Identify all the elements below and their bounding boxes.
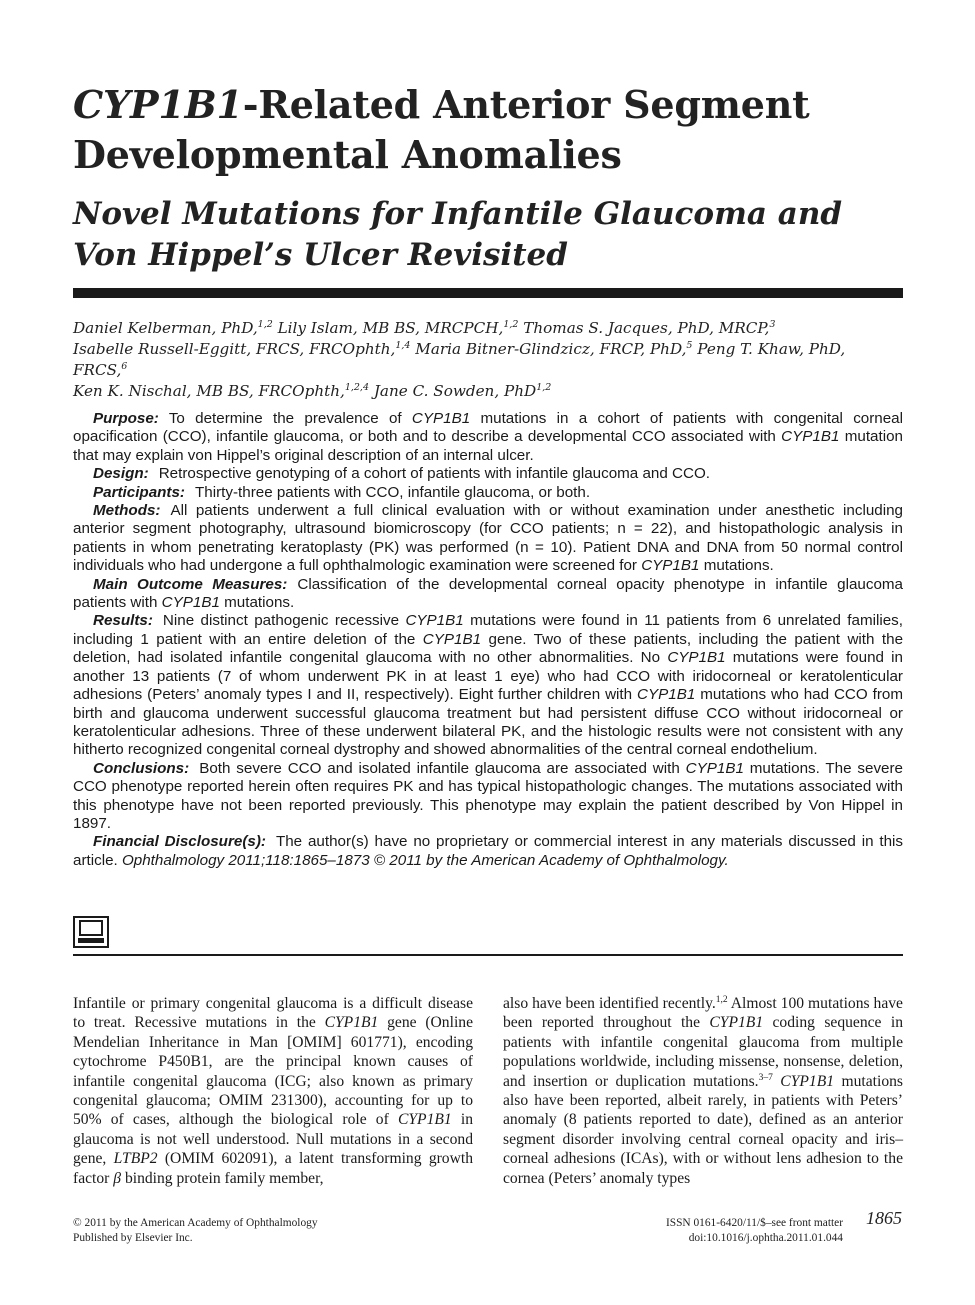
body-text: (OMIM 602091), a latent transforming growth factor bbox=[73, 1150, 473, 1187]
gene-name: CYP1B1 bbox=[405, 612, 464, 630]
page-number: 1865 bbox=[866, 1208, 902, 1228]
title-divider bbox=[73, 288, 903, 298]
author-affiliation: 1,2,4 bbox=[344, 382, 369, 393]
abstract-methods bbox=[73, 502, 903, 576]
author-name: Ken K. Nischal, MB BS, FRCOphth, bbox=[73, 382, 345, 400]
gene-name: CYP1B1 bbox=[667, 649, 726, 667]
participants-text: Thirty-three patients with CCO, infantile glaucoma, or both. bbox=[195, 483, 591, 501]
purpose-text: mutation that may explain von Hippel’s original description of an internal ulcer. bbox=[73, 428, 903, 464]
author-name: Daniel Kelberman, PhD, bbox=[73, 319, 258, 337]
gene-name: CYP1B1 bbox=[685, 759, 744, 777]
abstract bbox=[73, 410, 903, 870]
reference-superscript[interactable]: 3–7 bbox=[758, 1072, 773, 1083]
author-name: Lily Islam, MB BS, MRCPCH, bbox=[277, 319, 504, 337]
abstract-participants bbox=[73, 484, 903, 502]
abstract-purpose bbox=[73, 410, 903, 465]
participants-label: Participants: bbox=[93, 483, 185, 501]
results-text: mutations were found in 11 patients from 6 unrelated families, including 1 patient with an entire deletion of the bbox=[73, 612, 903, 648]
author-affiliation: 3 bbox=[769, 319, 776, 330]
gene-name: LTBP2 bbox=[113, 1150, 158, 1168]
reference-superscript[interactable]: 1,2 bbox=[715, 995, 728, 1005]
gene-name: CYP1B1 bbox=[411, 410, 471, 427]
results-text: mutations who had CCO from birth and glaucoma underwent successful glaucoma treatment but had persistent diffuse CCO without iridocorneal or keratolenticular adhesions. Three of these underwent bilateral PK, and the histologic results were not consistent with any hitherto recognized congenital corneal dystrophy and showed abnormalities of the central corneal endothelium. bbox=[73, 686, 903, 759]
gene-name: CYP1B1 bbox=[709, 1014, 764, 1032]
body-text: in glaucoma is not well understood. Null mutations in a second gene, bbox=[73, 1111, 473, 1168]
methods-label: Methods: bbox=[93, 502, 161, 520]
body-column-left bbox=[73, 994, 473, 1188]
author-affiliation: 1,2 bbox=[536, 382, 552, 393]
author-affiliation: 6 bbox=[121, 361, 128, 372]
gene-name: CYP1B1 bbox=[324, 1014, 379, 1032]
body-text: also have been identified recently. bbox=[503, 995, 716, 1012]
abstract-outcome bbox=[73, 576, 903, 613]
author-name: Thomas S. Jacques, PhD, MRCP, bbox=[523, 319, 770, 337]
footer-right bbox=[503, 1216, 843, 1246]
design-text: Retrospective genotyping of a cohort of patients with infantile glaucoma and CCO. bbox=[158, 465, 710, 483]
body-text: Almost 100 mutations have been reported throughout the bbox=[503, 995, 903, 1032]
abstract-design bbox=[73, 465, 903, 483]
doi-line: doi:10.1016/j.ophtha.2011.01.044 bbox=[688, 1232, 843, 1244]
outcome-text: Classification of the developmental corneal opacity phenotype in infantile glaucoma patients with bbox=[73, 575, 903, 612]
results-text: gene. Two of these patients, including the patient with the deletion, had isolated infantile congenital glaucoma with no other abnormalities. No bbox=[73, 630, 904, 667]
abstract-divider bbox=[73, 954, 903, 956]
author-affiliation: 5 bbox=[686, 340, 693, 351]
journal-citation: Ophthalmology 2011;118:1865–1873 © 2011 by the American Academy of Ophthalmology. bbox=[121, 851, 729, 869]
conclusions-text: mutations. The severe CCO phenotype reported herein often requires PK and has typical histopathologic changes. The mutations associated with this phenotype have not been reported previously. This phenotype may explain the patient described by Von Hippel in 1897. bbox=[73, 759, 903, 832]
purpose-label: Purpose: bbox=[93, 410, 159, 427]
results-label: Results: bbox=[93, 612, 153, 630]
disclosure-label: Financial Disclosure(s): bbox=[93, 833, 266, 851]
author-name: Maria Bitner-Glindzicz, FRCP, PhD, bbox=[415, 340, 687, 358]
disclosure-text: The author(s) have no proprietary or commercial interest in any materials discussed in this article. bbox=[73, 833, 904, 869]
footer-left bbox=[73, 1216, 433, 1246]
article-title bbox=[73, 80, 913, 180]
author-affiliation: 1,2 bbox=[503, 319, 519, 330]
methods-text: mutations. bbox=[699, 557, 774, 575]
beta-symbol: β bbox=[113, 1169, 122, 1187]
article-subtitle: Novel Mutations for Infantile Glaucoma and Von Hippel’s Ulcer Revisited bbox=[73, 196, 843, 273]
gene-name: CYP1B1 bbox=[637, 686, 696, 704]
publisher-line: Published by Elsevier Inc. bbox=[73, 1232, 193, 1244]
gene-name: CYP1B1 bbox=[781, 428, 840, 446]
results-text: Nine distinct pathogenic recessive bbox=[162, 612, 406, 630]
body-text: coding sequence in patients with infantile congenital glaucoma from multiple populations worldwide, including missense, nonsense, deletion, and insertion or duplication mutations. bbox=[503, 1014, 903, 1090]
gene-name: CYP1B1 bbox=[161, 594, 220, 612]
computer-icon bbox=[73, 916, 109, 948]
body-text: mutations also have been reported, albeit rarely, in patients with Peters’ anomaly (8 patients reported to date), defined as an anterior segment disorder involving central corneal opacity and iris–corneal adhesions (ICAs), with or without lens adhesion to the cornea (Peters’ anomaly types bbox=[503, 1072, 904, 1187]
gene-name: CYP1B1 bbox=[641, 557, 700, 575]
outcome-text: mutations. bbox=[219, 594, 295, 612]
copyright-line: © 2011 by the American Academy of Ophthalmology bbox=[73, 1217, 318, 1229]
purpose-text: To determine the prevalence of bbox=[168, 410, 412, 427]
gene-name: CYP1B1 bbox=[780, 1072, 835, 1090]
title-rest: -Related Anterior Segment Developmental Anomalies bbox=[73, 82, 810, 177]
author-name: Isabelle Russell-Eggitt, FRCS, FRCOphth, bbox=[73, 340, 396, 358]
author-affiliation: 1,4 bbox=[395, 340, 411, 351]
methods-text: All patients underwent a full clinical evaluation with or without examination under anesthetic including anterior segment photography, ultrasound biomicroscopy (for CCO patients; n = 22), and histopathologic analysis in patients in whom penetrating keratoplasty (PK) was performed (n = 10). Patient DNA and DNA from 50 normal control individuals who had undergone a full ophthalmologic examination were screened for bbox=[73, 502, 903, 575]
author-name: Jane C. Sowden, PhD bbox=[373, 382, 537, 400]
author-name: Peng T. Khaw, PhD, FRCS, bbox=[73, 340, 846, 379]
abstract-disclosure bbox=[73, 833, 903, 870]
purpose-text: mutations in a cohort of patients with congenital corneal opacification (CCO), infantile glaucoma, or both and to describe a developmental CCO associated with bbox=[73, 410, 903, 446]
gene-name: CYP1B1 bbox=[397, 1111, 452, 1129]
body-column-right bbox=[503, 994, 903, 1188]
conclusions-label: Conclusions: bbox=[93, 759, 190, 777]
design-label: Design: bbox=[93, 465, 149, 483]
outcome-label: Main Outcome Measures: bbox=[93, 575, 288, 593]
author-affiliation: 1,2 bbox=[257, 319, 273, 330]
body-text: Infantile or primary congenital glaucoma is a difficult disease to treat. Recessive mutations in the bbox=[73, 995, 473, 1032]
title-gene: CYP1B1 bbox=[73, 82, 243, 127]
issn-line: ISSN 0161-6420/11/$–see front matter bbox=[665, 1217, 843, 1229]
results-text: mutations were found in another 13 patients (7 of whom underwent PK in at least 1 eye) who had CCO with iridocorneal or keratolenticular adhesions (Peters’ anomaly types I and II, respectively). Eight further children with bbox=[73, 649, 903, 704]
body-text: gene (Online Mendelian Inheritance in Man [OMIM] 601771), encoding cytochrome P450B1, are the principal known causes of infantile congenital glaucoma (ICG; also known as primary congenital glaucoma; OMIM 231300), accounting for up to 50% of cases, although the biological role of bbox=[73, 1014, 473, 1129]
abstract-results bbox=[73, 612, 903, 759]
body-text: binding protein family member, bbox=[121, 1169, 324, 1187]
abstract-conclusions bbox=[73, 760, 903, 834]
gene-name: CYP1B1 bbox=[422, 630, 482, 648]
conclusions-text: Both severe CCO and isolated infantile glaucoma are associated with bbox=[199, 759, 686, 777]
author-list bbox=[73, 318, 903, 402]
